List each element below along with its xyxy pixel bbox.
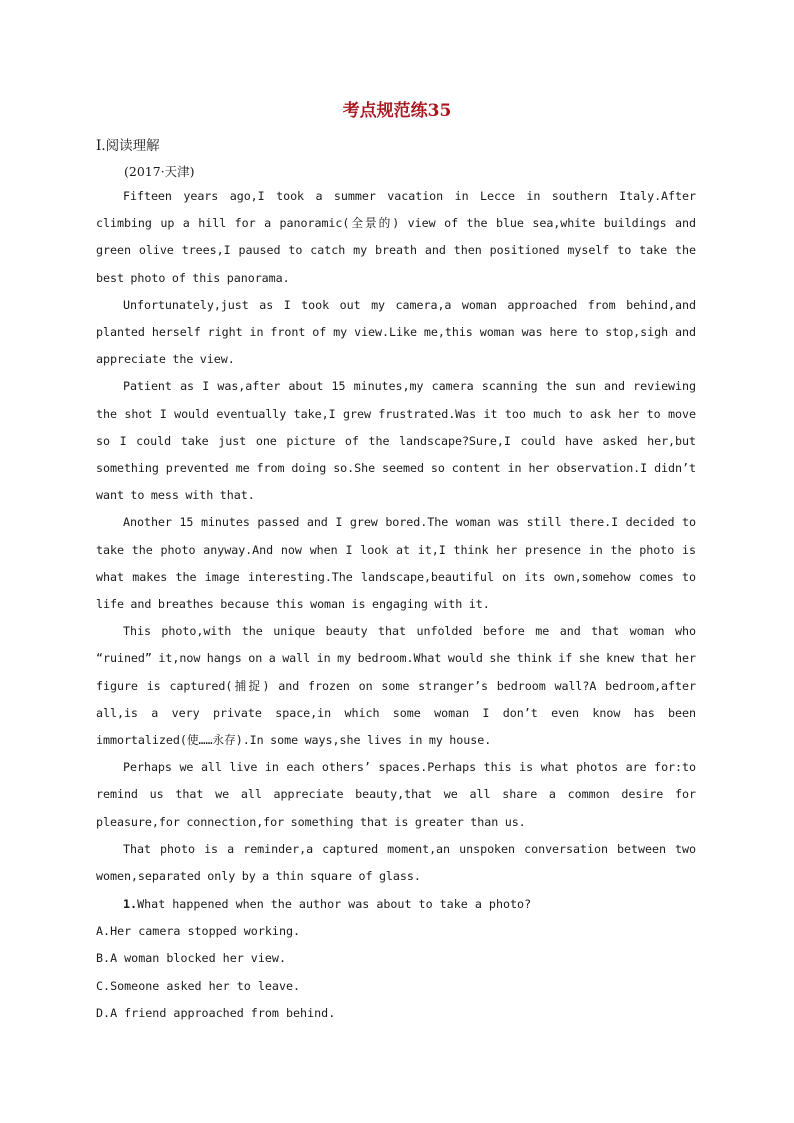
answer-option-c: C.Someone asked her to leave. [96, 978, 301, 993]
question-block [96, 891, 696, 1027]
question-text: What happened when the author was about to take a photo? [137, 897, 532, 911]
passage-paragraph-1: Fifteen years ago,I took a summer vacation in Lecce in southern Italy.After climbing up a hill for a panoramic(全景的) view of the blue sea,white buildings and green olive trees,I paused to catch my breath and then positioned myself to take the best photo of this panorama. [96, 189, 696, 285]
passage-paragraph-5: This photo,with the unique beauty that unfolded before me and that woman who “ruined” it,now hangs on a wall in my bedroom.What would she think if she knew that her figure is captured(捕捉) and frozen on some stranger’s bedroom wall?A bedroom,after all,is a very private space,in which some woman I don’t even know has been immortalized(使……永存).In some ways,she lives in my house. [96, 624, 696, 748]
passage-paragraph-2: Unfortunately,just as I took out my camera,a woman approached from behind,and planted herself right in front of my view.Like me,this woman was here to stop,sigh and appreciate the view. [96, 297, 696, 367]
answer-option-d: D.A friend approached from behind. [96, 1005, 336, 1020]
answer-option-a: A.Her camera stopped working. [96, 924, 301, 939]
passage-paragraph-4: Another 15 minutes passed and I grew bored.The woman was still there.I decided to take the photo anyway.And now when I look at it,I think her presence in the photo is what makes the image interesting.The landscape,beautiful on its own,somehow comes to life and breathes because this woman is engaging with it. [96, 515, 696, 612]
passage-paragraph-6: Perhaps we all live in each others’ spaces.Perhaps this is what photos are for:to remind us that we all appreciate beauty,that we all share a common desire for pleasure,for connection,for something that is greater than us. [96, 760, 696, 829]
passage-paragraph-7: That photo is a reminder,a captured moment,an unspoken conversation between two women,separated only by a thin square of glass. [96, 841, 696, 884]
passage-source: (2017·天津) [124, 164, 195, 179]
page-title: 考点规范练35 [342, 101, 452, 121]
question-stem [96, 891, 696, 918]
passage-paragraph-3: Patient as I was,after about 15 minutes,my camera scanning the sun and reviewing the shot I would eventually take,I grew frustrated.Was it too much to ask her to move so I could take just one picture of the landscape?Sure,I could have asked her,but something prevented me from doing so.She seemed so content in her observation.I didn’t want to mess with that. [96, 379, 696, 503]
section-heading: Ⅰ.阅读理解 [96, 138, 160, 154]
reading-passage [96, 183, 696, 890]
answer-option-b: B.A woman blocked her view. [96, 951, 286, 966]
question-number: 1. [123, 897, 138, 911]
